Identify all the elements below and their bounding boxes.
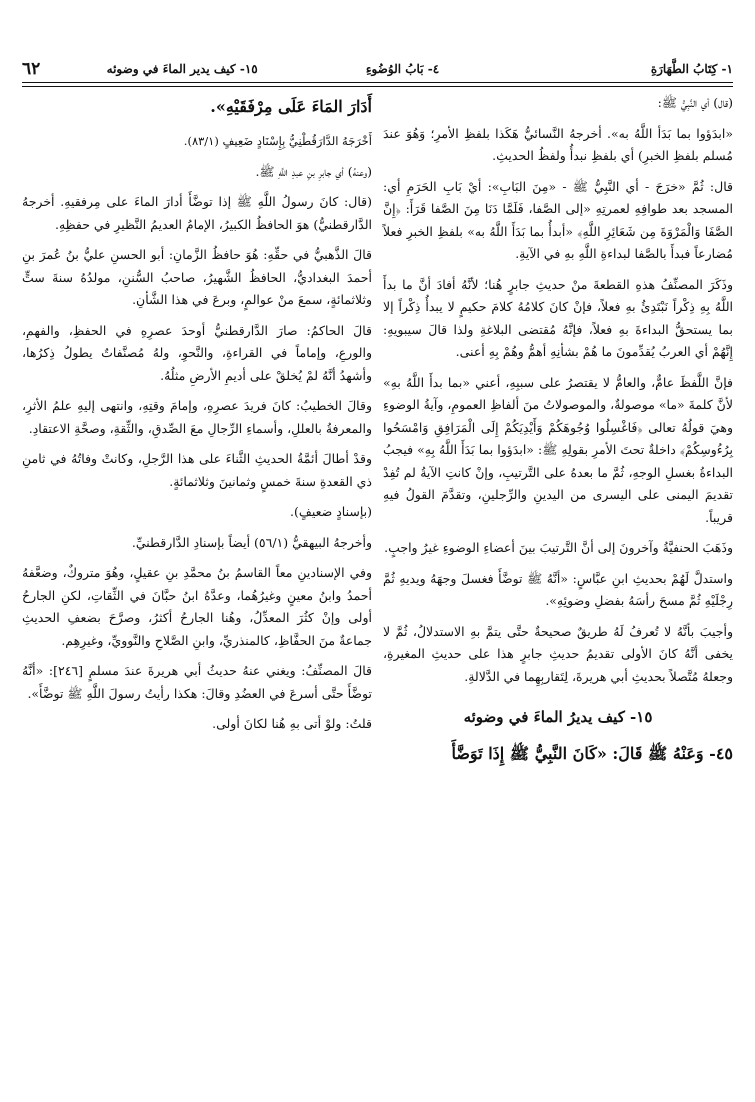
source-note: أَخْرَجَهُ الدَّارَقُطْنِيُّ بِإِسْنَادٍ ضَعِيفٍ (٨٣/١).	[183, 134, 372, 148]
page-number: ٦٢	[22, 59, 41, 79]
paragraph: قال: ثُمَّ «خرَجَ - أي النَّبِيُّ ﷺ - «مِنَ البَابِ»: أيْ بَابِ الحَرَمِ أي: المسجد بعد طوافِهِ لعمرتِهِ «إلى الصَّفا، فَلَمَّا دَنَا مِنَ الصَّفا قَرَأَ: ﴿إِنَّ الصَّفَا وَالْمَرْوَةَ مِن شَعَائِرِ اللَّهِ﴾ «أبدأُ بما بَدَأَ اللَّهُ به» بلفظِ الخبرِ فعلاً مُضارعاً فبدأَ بالصَّفا لبداءةِ اللَّهِ بهِ في الآيةِ.	[383, 178, 733, 261]
left-column	[22, 92, 372, 744]
paragraph: فإنَّ اللَّفظَ عامٌّ، والعامُّ لا يقتصرُ على سببِهِ، أعني «بما بدأَ اللَّهُ بهِ» لأنَّ كلمةَ «ما» موصولةٌ، والموصولاتُ منَ ألفاظِ العمومِ، وآيةُ الوضوءِ وهيَ قولُهُ تعالى ﴿فَاغْسِلُوا وُجُوهَكُمْ وَأَيْدِيَكُمْ إِلَى الْمَرَافِقِ وَامْسَحُوا بِرُءُوسِكُمْ﴾ داخلةٌ تحتَ الأمرِ بقولِهِ ﷺ: «ابدَؤوا بما بَدَأَ اللَّهُ بِهِ» فيجبُ البداءةُ بغسلِ الوجهِ، ثُمَّ ما بعدهُ على التَّرتيبِ، وإنْ كانتِ الآيةُ لم تُفِدْ تقديمَ اليمنى على اليسرى من اليدينِ والرِّجلينِ، وتقدَّمَ القولُ فيهِ قريباً.	[383, 374, 733, 525]
paragraph: وذَكَرَ المصنِّفُ هذهِ القطعةَ منْ حديثِ جابرٍ هُنا؛ لأنَّهُ أفادَ أنَّ ما بدأَ اللَّهُ بِهِ ذِكْراً نَبْتَدِئُ بهِ فعلاً، فإنْ كانَ كلامُهُ كلامَ حكيمٍ لا يبدأُ ذِكْراً إلا بما يستحقُّ البداءةَ بهِ فعلاً، فإنَّهُ مُقتضى البلاغةِ ولذا قالَ سيبويهِ: إِنَّهُمْ أي العربُ يُقدِّمونَ ما هُمْ بشأنِهِ أهمُّ وهُمْ بِهِ أعنى.	[383, 276, 733, 359]
paragraph: وفي الإسنادينِ معاً القاسمُ بنُ محمَّدِ بنِ عقيلٍ، وهُوَ متروكٌ، وضعَّفهُ أحمدُ وابنُ معينٍ وغيرُهُما، وعدَّهُ ابنُ حبَّانَ في الثِّقاتِ، لكنِ الجارحُ أولى وإنْ كثُرَ المعدِّلُ، وهُنا الجارحُ أكثرُ، وصرَّحَ بضعفِ الحديثِ جماعةٌ منَ الحفَّاظِ، كالمنذريِّ، وابنِ الصَّلاحِ والنَّوويِّ، وغيرِهِم.	[22, 565, 372, 648]
header-rule-bottom	[22, 86, 733, 87]
paragraph: قلتُ: ولوْ أتى بهِ هُنا لكانَ أولى.	[212, 716, 372, 731]
paragraph: وقالَ الخطيبُ: كانَ فريدَ عصرِهِ، وإمامَ وقتِهِ، وانتهى إليهِ علمُ الأثرِ، والمعرفةُ بالعللِ، وأسماءِ الرِّجالِ معَ الصِّدقِ، والثِّقةِ، وصحَّةِ الاعتقادِ.	[22, 398, 372, 436]
paragraph: وذَهَبَ الحنفيَّةُ وآخرونَ إلى أنَّ التَّرتيبَ بينَ أعضاءِ الوضوءِ غيرُ واجبٍ.	[384, 540, 733, 555]
paragraph: واستدلَّ لَهُمْ بحديثِ ابنِ عبَّاسٍ: «أنَّهُ ﷺ توضَّأَ فغسلَ وجهَهُ ويديهِ ثُمَّ رِجْلَيْهِ ثُمَّ مسحَ رأسَهُ بفضلِ وضوئِهِ».	[383, 570, 733, 608]
paragraph: (وعنهُ) أي جابرِ بنِ عبدِ اللَّهِ ﷺ.	[255, 163, 372, 179]
paragraph: قالَ المصنِّفُ: ويغني عنهُ حديثُ أبي هريرةَ عندَ مسلمٍ [٢٤٦]: «أنَّهُ توضَّأَ حتَّى أسرعَ في العضُدِ وقالَ: هكذا رأيتُ رسولَ اللَّهِ ﷺ توضَّأَ».	[22, 663, 372, 701]
paragraph: قالَ الذَّهبيُّ في حقِّهِ: هُوَ حافظُ الزَّمانِ: أبو الحسنِ عليُّ بنُ عُمرَ بنِ أحمدَ البغداديُّ، الحافظُ الشَّهيرُ، صاحبُ السُّننِ، مولدُهُ سنةَ ستٍّ وثلاثمائةٍ، سمعَ منْ عوالمٍ، وبرعَ في هذا الشَّأنِ.	[22, 247, 372, 307]
paragraph: وأخرجهُ البيهقيُّ (٥٦/١) أيضاً بإسنادِ الدَّارقطنيِّ.	[131, 534, 372, 550]
paragraph: وقدْ أطالَ أئمَّةُ الحديثِ الثَّناءَ على هذا الرَّجلِ، وكانتْ وفاتُهُ في ثامنِ ذي القعدةِ سنةَ خمسٍ وثمانينَ وثلاثمائةٍ.	[22, 451, 372, 489]
hadith-continuation: أَدَارَ المَاءَ عَلَى مِرْفَقَيْهِ».	[210, 97, 372, 116]
paragraph: (بإسنادٍ ضعيفٍ).	[290, 504, 372, 519]
paragraph: «ابدَؤوا بما بَدَأ اللَّهُ به». أخرجهُ النَّسائيُّ هَكَذا بلفظِ الأمرِ؛ وَهُوَ عندَ مُسلم بلفظِ الخبرِ) أي بلفظِ نبدأُ ولفظُ الحديثِ.	[383, 125, 733, 163]
paragraph: (قال) أي النَّبِيُّ ﷺ:	[657, 95, 733, 110]
paragraph: (قال: كانَ رسولُ اللَّهِ ﷺ إذا توضَّأَ أدارَ الماءَ على مِرفقيهِ. أخرجهُ الدَّارقطنيُّ) هوَ الحافظُ الكبيرُ، الإمامُ العديمُ النَّظيرِ في حفظِهِ.	[22, 194, 372, 232]
right-column	[383, 92, 733, 765]
paragraph: قالَ الحاكمُ: صارَ الدَّارقطنيُّ أوحدَ عصرِهِ في الحفظِ، والفهمِ، والورعِ، وإماماً في القراءةِ، والنَّحوِ، ولهُ مُصنَّفاتٌ يطولُ ذِكرُها، وأشهدُ أنَّهُ لمْ يُخلقْ على أديمِ الأرضِ مثلُهُ.	[22, 322, 372, 383]
header-rule-top	[22, 82, 733, 83]
center-running-title: ٤- بَابُ الوُضُوءِ	[365, 62, 440, 76]
hadith-text: ٤٥- وَعَنْهُ ﷺ قَالَ: «كَانَ النَّبِيُّ ﷺ إِذَا تَوَضَّأَ	[451, 743, 733, 763]
left-running-title: ١٥- كيف يدير الماءَ في وضوئه	[106, 62, 258, 76]
section-heading: ١٥- كيف يديرُ الماءَ في وضوئه	[463, 708, 653, 726]
running-header	[22, 56, 733, 82]
paragraph: وأجيبَ بأنَّهُ لا تُعرفُ لَهُ طريقٌ صحيحةٌ حتَّى يتمَّ بهِ الاستدلالُ، ثُمَّ لا يخفى أنَّهُ كانَ الأولى تقديمُ حديثِ جابرٍ هذا على حديثِ المغيرةِ، وجعلهُ مُتَّصلاً بحديثِ أبي هريرةَ، لِتَقاربِهِما في الدَّلالةِ.	[383, 623, 733, 684]
right-running-title: ١- كِتَابُ الطَّهَارَةِ	[650, 62, 733, 76]
